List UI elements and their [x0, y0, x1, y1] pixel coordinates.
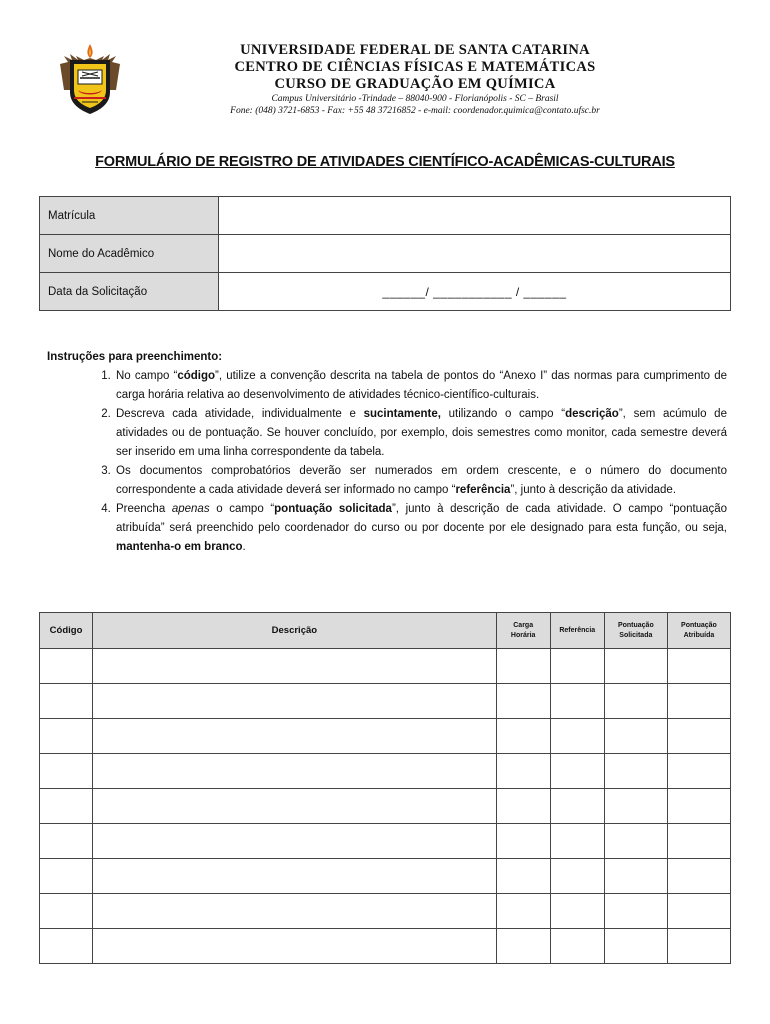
activity-row	[40, 859, 731, 894]
col-pont-sol-line2: Solicitada	[619, 631, 653, 639]
instruction-item-1	[114, 367, 727, 405]
referencia-cell[interactable]	[550, 719, 604, 754]
pont-atribuida-cell[interactable]	[667, 719, 730, 754]
carga-cell[interactable]	[496, 894, 550, 929]
instr2-text-e: ”, sem acúmulo de atividades ou de pontuação. Se houver concluído, por exemplo, dois semestres como monitor, cada semestre deverá ser inserido em uma linha correspondente da tabela.	[116, 408, 727, 458]
pont-solicitada-cell[interactable]	[604, 929, 667, 964]
referencia-cell[interactable]	[550, 789, 604, 824]
instr2-text-a: Descreva cada atividade, individualmente e	[116, 408, 364, 420]
matricula-field[interactable]	[219, 197, 731, 235]
pont-solicitada-cell[interactable]	[604, 824, 667, 859]
pont-atribuida-cell[interactable]	[667, 684, 730, 719]
descricao-cell[interactable]	[93, 859, 497, 894]
pont-solicitada-cell[interactable]	[604, 649, 667, 684]
activity-row	[40, 894, 731, 929]
activity-row	[40, 649, 731, 684]
matricula-label: Matrícula	[40, 197, 219, 235]
pont-atribuida-cell[interactable]	[667, 789, 730, 824]
data-row	[40, 273, 731, 311]
nome-row	[40, 235, 731, 273]
ufsc-crest-logo	[56, 42, 124, 116]
descricao-cell[interactable]	[93, 929, 497, 964]
carga-cell[interactable]	[496, 684, 550, 719]
instr3-text-b: referência	[455, 484, 511, 496]
pont-atribuida-cell[interactable]	[667, 649, 730, 684]
pont-atribuida-cell[interactable]	[667, 929, 730, 964]
col-pont-atr-line1: Pontuação	[681, 621, 717, 629]
pont-atribuida-cell[interactable]	[667, 894, 730, 929]
referencia-cell[interactable]	[550, 684, 604, 719]
descricao-cell[interactable]	[93, 789, 497, 824]
pont-solicitada-cell[interactable]	[604, 754, 667, 789]
activity-row	[40, 719, 731, 754]
codigo-cell[interactable]	[40, 789, 93, 824]
referencia-cell[interactable]	[550, 859, 604, 894]
activity-row	[40, 789, 731, 824]
codigo-cell[interactable]	[40, 719, 93, 754]
instr2-text-c: utilizando o campo “	[440, 408, 566, 420]
col-carga-header	[496, 613, 550, 649]
instructions-list	[47, 367, 727, 557]
pont-atribuida-cell[interactable]	[667, 859, 730, 894]
carga-cell[interactable]	[496, 929, 550, 964]
col-carga-line1: Carga	[513, 621, 534, 629]
col-pont-solicitada-header	[604, 613, 667, 649]
referencia-cell[interactable]	[550, 754, 604, 789]
col-pont-atr-line2: Atribuída	[683, 631, 715, 639]
carga-cell[interactable]	[496, 754, 550, 789]
nome-label: Nome do Acadêmico	[40, 235, 219, 273]
data-label: Data da Solicitação	[40, 273, 219, 311]
data-field[interactable]: ______/ ___________ / ______	[219, 273, 731, 311]
activity-row	[40, 824, 731, 859]
institution-header	[150, 42, 680, 117]
instr1-text-c: ”, utilize a convenção descrita na tabela de pontos do “Anexo I” das normas para cumprimento de carga horária relativa ao desenvolvimento de atividades técnico-científico-culturais.	[116, 370, 727, 401]
carga-cell[interactable]	[496, 824, 550, 859]
carga-cell[interactable]	[496, 719, 550, 754]
carga-cell[interactable]	[496, 649, 550, 684]
codigo-cell[interactable]	[40, 894, 93, 929]
descricao-cell[interactable]	[93, 754, 497, 789]
col-codigo-header: Código	[40, 613, 93, 649]
descricao-cell[interactable]	[93, 684, 497, 719]
activity-row	[40, 684, 731, 719]
codigo-cell[interactable]	[40, 929, 93, 964]
instructions	[47, 348, 727, 557]
university-name: UNIVERSIDADE FEDERAL DE SANTA CATARINA	[240, 42, 590, 58]
carga-cell[interactable]	[496, 789, 550, 824]
referencia-cell[interactable]	[550, 894, 604, 929]
instr4-text-a: Preencha	[116, 503, 172, 515]
codigo-cell[interactable]	[40, 684, 93, 719]
descricao-cell[interactable]	[93, 649, 497, 684]
center-name: CENTRO DE CIÊNCIAS FÍSICAS E MATEMÁTICAS	[234, 59, 596, 75]
activities-body	[40, 649, 731, 964]
course-name: CURSO DE GRADUAÇÃO EM QUÍMICA	[274, 76, 556, 92]
codigo-cell[interactable]	[40, 824, 93, 859]
activities-table	[39, 612, 731, 964]
instr4-text-d: pontuação solicitada	[274, 503, 392, 515]
instr4-text-f: mantenha-o em branco	[116, 541, 243, 553]
activity-row	[40, 754, 731, 789]
pont-atribuida-cell[interactable]	[667, 824, 730, 859]
instr4-text-e: ”, junto à descrição de cada atividade. O campo “pontuação atribuída” será preenchido pelo coordenador do curso ou por docente por ele designado para esta função, ou seja,	[116, 503, 728, 534]
address-line: Campus Universitário -Trindade – 88040-900 - Florianópolis - SC – Brasil	[271, 94, 559, 104]
codigo-cell[interactable]	[40, 649, 93, 684]
instr1-text-b: código	[177, 370, 216, 382]
codigo-cell[interactable]	[40, 859, 93, 894]
instr4-text-b: apenas	[171, 503, 210, 515]
pont-solicitada-cell[interactable]	[604, 789, 667, 824]
instruction-item-3	[114, 462, 727, 500]
descricao-cell[interactable]	[93, 719, 497, 754]
instr3-text-c: ”, junto à descrição da atividade.	[510, 484, 677, 496]
instr2-text-d: descrição	[565, 408, 619, 420]
pont-solicitada-cell[interactable]	[604, 684, 667, 719]
col-referencia-header: Referência	[550, 613, 604, 649]
instr2-text-b: sucintamente,	[363, 408, 441, 420]
instruction-item-4	[114, 500, 727, 557]
instructions-title: Instruções para preenchimento:	[47, 351, 223, 363]
pont-solicitada-cell[interactable]	[604, 719, 667, 754]
pont-solicitada-cell[interactable]	[604, 859, 667, 894]
col-pont-atribuida-header	[667, 613, 730, 649]
form-title: FORMULÁRIO DE REGISTRO DE ATIVIDADES CIENTÍFICO-ACADÊMICAS-CULTURAIS	[95, 154, 675, 170]
descricao-cell[interactable]	[93, 824, 497, 859]
instr3-text-a: Os documentos comprobatórios deverão ser numerados em ordem crescente, e o número do documento correspondente a cada atividade deverá ser informado no campo “	[116, 465, 727, 496]
activities-header-row	[40, 613, 731, 649]
pont-solicitada-cell[interactable]	[604, 894, 667, 929]
col-descricao-header: Descrição	[93, 613, 497, 649]
contact-line: Fone: (048) 3721-6853 - Fax: +55 48 37216852 - e-mail: coordenador.quimica@contato.ufsc.br	[230, 106, 600, 116]
matricula-row	[40, 197, 731, 235]
codigo-cell[interactable]	[40, 754, 93, 789]
referencia-cell[interactable]	[550, 649, 604, 684]
instr1-text-a: No campo “	[116, 370, 178, 382]
descricao-cell[interactable]	[93, 894, 497, 929]
instruction-item-2	[114, 405, 727, 462]
referencia-cell[interactable]	[550, 824, 604, 859]
nome-field[interactable]	[219, 235, 731, 273]
activity-row	[40, 929, 731, 964]
col-pont-sol-line1: Pontuação	[617, 621, 654, 629]
pont-atribuida-cell[interactable]	[667, 754, 730, 789]
instr4-text-c: o campo “	[209, 503, 275, 515]
carga-cell[interactable]	[496, 859, 550, 894]
instr4-text-g: .	[242, 541, 246, 553]
referencia-cell[interactable]	[550, 929, 604, 964]
col-carga-line2: Horária	[510, 631, 536, 639]
student-info-table	[39, 196, 731, 311]
